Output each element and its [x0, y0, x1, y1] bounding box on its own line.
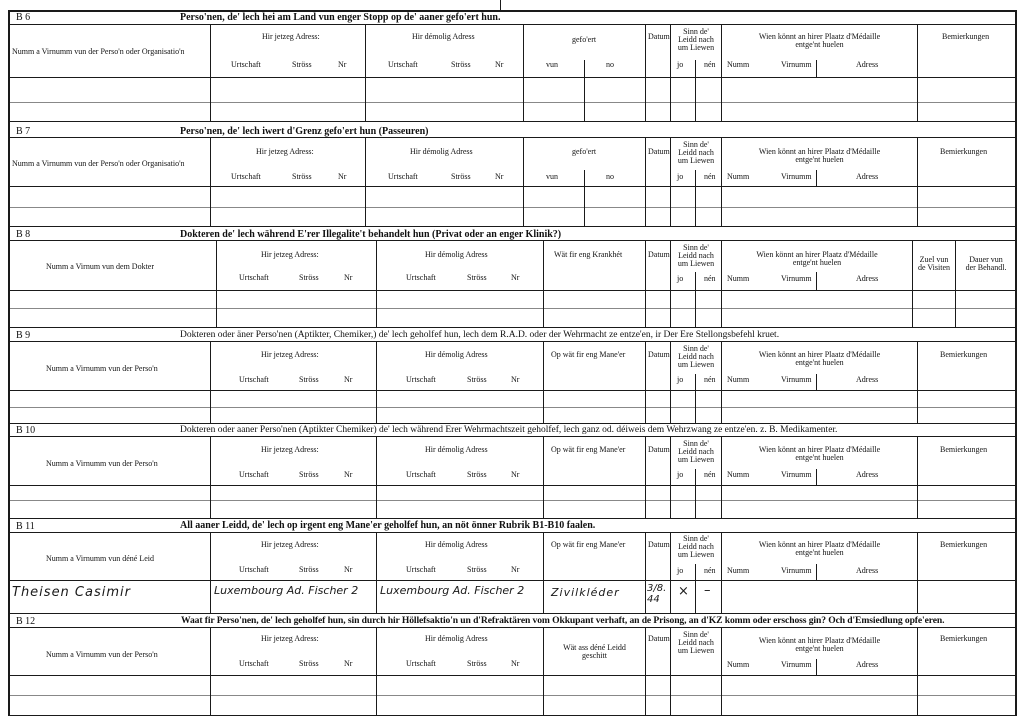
medal-header: Wien könnt an hirer Plaatz d'Médaille entge'nt huelen — [758, 350, 881, 367]
firstname-header: Virnumm — [781, 470, 812, 479]
section-title: Waat fir Perso'nen, de' lech geholfef hun, sin durch hir Höllefsaktio'n un d'Refraktären vom Okkupant verhaft, an de Prisong, an d'KZ komm oder erschoss gin? Och d'Emsiedlung opfe'eren. — [181, 615, 945, 626]
firstname-header: Virnumm — [781, 60, 812, 69]
to-header: no — [606, 60, 614, 69]
former-address-header: Hir démolig Adress — [425, 350, 488, 359]
number-header: Nr — [495, 60, 504, 69]
number-header: Nr — [511, 470, 520, 479]
remarks-header: Bemierkungen — [940, 634, 988, 643]
section-title: Dokteren oder äner Perso'nen (Aptikter, Chemiker,) de' lech geholfef hun, lech dem R.A.D. oder der Wehrmacht ze entze'en, ir Der Ere Stellongsbefehl kruet. — [180, 330, 780, 340]
current-address-header: Hir jetzeg Adress: — [261, 350, 319, 359]
surname-header: Numm — [727, 566, 750, 575]
alive-header: Sinn de' Leidd nach um Liewen — [677, 140, 715, 165]
section-title: Dokteren de' lech während E'rer Illegalite't behandelt hun (Privat oder an enger Klinik?) — [180, 229, 562, 240]
town-header: Urtschaft — [388, 60, 418, 69]
name-column-header: Numm a Virnumm vun der Perso'n — [46, 364, 158, 373]
surname-header: Numm — [727, 60, 750, 69]
alive-header: Sinn de' Leidd nach um Liewen — [677, 27, 715, 52]
transported-header: gefo'ert — [572, 35, 597, 44]
b12-vline — [917, 627, 918, 715]
entry-name: Theisen Casimir — [12, 585, 131, 600]
date-header: Datum — [648, 540, 670, 549]
date-header: Datum — [648, 350, 670, 359]
number-header: Nr — [511, 273, 520, 282]
b12-title-rule — [8, 627, 1016, 628]
b9-vline — [695, 374, 696, 423]
medal-header: Wien könnt an hirer Plaatz d'Médaille entge'nt huelen — [758, 32, 881, 49]
street-header: Ströss — [299, 470, 319, 479]
current-address-header: Hir jetzeg Adress: — [261, 540, 319, 549]
from-header: vun — [546, 172, 558, 181]
name-column-header: Numm a Virnumm vun déné Leid — [46, 554, 155, 563]
street-header: Ströss — [299, 565, 319, 574]
number-header: Nr — [344, 273, 353, 282]
b8-title-rule — [8, 240, 1016, 241]
entry-no-mark: – — [704, 583, 711, 598]
b11-title-rule — [8, 532, 1016, 533]
entry-current-address: Luxembourg Ad. Fischer 2 — [214, 584, 359, 597]
address-header: Adress — [856, 60, 879, 69]
no-header: nén — [704, 566, 716, 575]
b12-vline — [376, 627, 377, 715]
b7-vline — [816, 170, 817, 186]
to-header: no — [606, 172, 614, 181]
section-id: B 10 — [16, 425, 36, 436]
manner-header: Op wät fir eng Mane'er — [551, 540, 626, 549]
b6-top-border — [8, 10, 1016, 12]
name-column-header: Numm a Virnumm vun der Perso'n — [46, 650, 158, 659]
street-header: Ströss — [451, 172, 471, 181]
town-header: Urtschaft — [388, 172, 418, 181]
surname-header: Numm — [727, 172, 750, 181]
town-header: Urtschaft — [239, 375, 269, 384]
yes-header: jo — [677, 274, 684, 283]
alive-header: Sinn de' Leidd nach um Liewen — [677, 630, 715, 655]
b6-bottom — [8, 121, 1016, 122]
b11-vline — [695, 564, 696, 613]
medal-header: Wien könnt an hirer Plaatz d'Médaille entge'nt huelen — [758, 445, 881, 462]
town-header: Urtschaft — [406, 565, 436, 574]
b7-vline — [210, 137, 211, 226]
b7-vline — [523, 137, 524, 226]
town-header: Urtschaft — [239, 470, 269, 479]
former-address-header: Hir démolig Adress — [412, 32, 475, 41]
firstname-header: Virnumm — [781, 660, 812, 669]
b6-header-rule — [8, 77, 1016, 78]
town-header: Urtschaft — [406, 659, 436, 668]
what-happened-header: Wät ass déné Leidd geschitt — [563, 643, 626, 660]
b11-vline — [645, 532, 646, 613]
b7-vline — [584, 170, 585, 226]
b9-header-rule — [8, 390, 1016, 391]
b9-bottom — [8, 423, 1016, 424]
current-address-header: Hir jetzeg Adress: — [261, 445, 319, 454]
date-header: Datum — [648, 445, 670, 454]
number-header: Nr — [344, 659, 353, 668]
manner-header: Op wät fir eng Mane'er — [551, 445, 626, 454]
address-header: Adress — [856, 660, 879, 669]
b6-vline — [917, 24, 918, 121]
town-header: Urtschaft — [406, 273, 436, 282]
b7-header-rule — [8, 186, 1016, 187]
town-header: Urtschaft — [239, 659, 269, 668]
current-address-header: Hir jetzeg Adress: — [261, 634, 319, 643]
b10-vline — [695, 469, 696, 518]
remarks-header: Bemierkungen — [940, 350, 988, 359]
alive-header: Sinn de' Leidd nach um Liewen — [677, 439, 715, 464]
remarks-header: Bemierkungen — [940, 147, 988, 156]
surname-header: Numm — [727, 470, 750, 479]
former-address-header: Hir démolig Adress — [425, 634, 488, 643]
b8-vline — [376, 240, 377, 327]
b8-vline — [955, 240, 956, 327]
b6-vline — [645, 24, 646, 121]
b11-vline — [376, 532, 377, 613]
street-header: Ströss — [451, 60, 471, 69]
street-header: Ströss — [299, 659, 319, 668]
town-header: Urtschaft — [239, 565, 269, 574]
section-id: B 12 — [16, 616, 36, 627]
section-id: B 6 — [16, 12, 31, 23]
date-header: Datum — [648, 250, 670, 259]
b8-vline — [816, 272, 817, 290]
remarks-header: Bemierkungen — [940, 445, 988, 454]
section-title: Perso'nen, de' lech iwert d'Grenz gefo'ert hun (Passeuren) — [180, 126, 429, 137]
number-header: Nr — [511, 565, 520, 574]
address-header: Adress — [856, 274, 879, 283]
b9-row-line — [8, 407, 1016, 408]
b8-vline — [695, 272, 696, 327]
medal-header: Wien könnt an hirer Plaatz d'Médaille entge'nt huelen — [756, 250, 878, 267]
former-address-header: Hir démolig Adress — [425, 250, 488, 259]
street-header: Ströss — [299, 375, 319, 384]
name-column-header: Numm a Virnum vun dem Dokter — [46, 262, 155, 271]
b12-header-rule — [8, 675, 1016, 676]
b6-vline — [584, 60, 585, 121]
street-header: Ströss — [292, 60, 312, 69]
firstname-header: Virnumm — [781, 274, 812, 283]
b6-vline — [816, 60, 817, 77]
date-header: Datum — [648, 147, 670, 156]
section-title: Dokteren oder aaner Perso'nen (Aptikter Chemiker) de' lech während Erer Wehrmachtszeit geholfef, lech ganz od. déiweis dem Wehrzwang ze entze'en. z. B. Medikamenter. — [180, 425, 838, 435]
town-header: Urtschaft — [239, 273, 269, 282]
surname-header: Numm — [727, 375, 750, 384]
name-column-header: Numm a Virnumm vun der Perso'n — [46, 459, 158, 468]
number-header: Nr — [511, 375, 520, 384]
b8-vline — [645, 240, 646, 327]
b10-row-line — [8, 500, 1016, 501]
b10-bottom — [8, 518, 1016, 519]
address-header: Adress — [856, 172, 879, 181]
b6-vline — [365, 24, 366, 121]
number-header: Nr — [338, 172, 347, 181]
yes-header: jo — [677, 375, 684, 384]
yes-header: jo — [677, 470, 684, 479]
firstname-header: Virnumm — [781, 172, 812, 181]
frame-left — [8, 10, 10, 716]
b6-vline — [523, 24, 524, 121]
no-header: nén — [704, 60, 716, 69]
b6-vline — [210, 24, 211, 121]
b7-vline — [917, 137, 918, 226]
street-header: Ströss — [467, 375, 487, 384]
transported-header: gefo'ert — [572, 147, 597, 156]
b10-vline — [376, 436, 377, 518]
firstname-header: Virnumm — [781, 375, 812, 384]
medal-header: Wien könnt an hirer Plaatz d'Médaille entge'nt huelen — [758, 636, 881, 653]
address-header: Adress — [856, 566, 879, 575]
b10-vline — [210, 436, 211, 518]
current-address-header: Hir jetzeg Adress: — [262, 32, 320, 41]
b8-bottom — [8, 327, 1016, 328]
b9-vline — [917, 341, 918, 423]
surname-header: Numm — [727, 274, 750, 283]
number-header: Nr — [344, 375, 353, 384]
b12-vline — [816, 659, 817, 675]
b12-vline — [543, 627, 544, 715]
b7-bottom — [8, 226, 1016, 227]
number-header: Nr — [495, 172, 504, 181]
address-header: Adress — [856, 375, 879, 384]
entry-former-address: Luxembourg Ad. Fischer 2 — [380, 584, 525, 597]
street-header: Ströss — [292, 172, 312, 181]
yes-header: jo — [677, 566, 684, 575]
b8-vline — [216, 240, 217, 327]
date-header: Datum — [648, 634, 670, 643]
b8-header-rule — [8, 290, 1016, 291]
b11-header-rule — [8, 580, 1016, 581]
no-header: nén — [704, 274, 716, 283]
entry-yes-mark: × — [678, 584, 689, 599]
b10-vline — [816, 469, 817, 485]
section-id: B 11 — [16, 521, 35, 532]
b9-title-rule — [8, 341, 1016, 342]
section-id: B 9 — [16, 330, 31, 341]
number-header: Nr — [344, 470, 353, 479]
town-header: Urtschaft — [231, 172, 261, 181]
entry-date: 3/8. 44 — [647, 583, 667, 605]
town-header: Urtschaft — [231, 60, 261, 69]
number-header: Nr — [338, 60, 347, 69]
name-column-header: Numm a Virnumm vun der Perso'n oder Organisatio'n — [12, 47, 185, 56]
name-column-header: Numm a Virnumm vun der Perso'n oder Organisatio'n — [12, 159, 185, 168]
b9-vline — [816, 374, 817, 390]
b10-vline — [917, 436, 918, 518]
remarks-header: Bemierkungen — [940, 540, 988, 549]
b11-bottom — [8, 613, 1016, 614]
b6-vline — [695, 60, 696, 121]
medal-header: Wien könnt an hirer Plaatz d'Médaille entge'nt huelen — [758, 540, 881, 557]
b8-vline — [543, 240, 544, 327]
street-header: Ströss — [299, 273, 319, 282]
b12-vline — [210, 627, 211, 715]
current-address-header: Hir jetzeg Adress: — [256, 147, 314, 156]
top-tick — [500, 0, 501, 10]
date-header: Datum — [648, 32, 670, 41]
former-address-header: Hir démolig Adress — [425, 540, 488, 549]
town-header: Urtschaft — [406, 375, 436, 384]
alive-header: Sinn de' Leidd nach um Liewen — [677, 243, 715, 268]
b11-vline — [917, 532, 918, 613]
yes-header: jo — [677, 60, 684, 69]
b7-vline — [365, 137, 366, 226]
number-header: Nr — [344, 565, 353, 574]
medal-header: Wien könnt an hirer Plaatz d'Médaille entge'nt huelen — [758, 147, 881, 164]
section-id: B 7 — [16, 126, 31, 137]
b9-vline — [376, 341, 377, 423]
duration-header: Dauer vun der Behandl. — [965, 255, 1007, 272]
surname-header: Numm — [727, 660, 750, 669]
frame-right — [1015, 10, 1017, 716]
yes-header: jo — [677, 172, 684, 181]
b10-vline — [645, 436, 646, 518]
section-title: Perso'nen, de' lech hei am Land vun enger Stopp op de' aaner gefo'ert hun. — [180, 12, 501, 23]
b10-title-rule — [8, 436, 1016, 437]
b7-vline — [695, 170, 696, 226]
b9-vline — [210, 341, 211, 423]
former-address-header: Hir démolig Adress — [410, 147, 473, 156]
b7-title-rule — [8, 137, 1016, 138]
b9-vline — [543, 341, 544, 423]
manner-header: Op wät fir eng Mane'er — [551, 350, 626, 359]
b6-title-rule — [8, 24, 1016, 25]
street-header: Ströss — [467, 470, 487, 479]
b10-vline — [543, 436, 544, 518]
from-header: vun — [546, 60, 558, 69]
b11-vline — [543, 532, 544, 613]
address-header: Adress — [856, 470, 879, 479]
visits-header: Zuel vun de Visiten — [917, 255, 951, 272]
street-header: Ströss — [467, 659, 487, 668]
former-address-header: Hir démolig Adress — [425, 445, 488, 454]
no-header: nén — [704, 470, 716, 479]
b10-header-rule — [8, 485, 1016, 486]
entry-manner: Zivilkléder — [551, 586, 620, 599]
section-id: B 8 — [16, 229, 31, 240]
b8-vline — [912, 240, 913, 327]
number-header: Nr — [511, 659, 520, 668]
b7-row-line — [8, 207, 1016, 208]
b6-row-line — [8, 102, 1016, 103]
town-header: Urtschaft — [406, 470, 436, 479]
b7-vline — [645, 137, 646, 226]
b11-vline — [816, 564, 817, 580]
b9-vline — [645, 341, 646, 423]
street-header: Ströss — [467, 565, 487, 574]
section-title: All aaner Leidd, de' lech op irgent eng Mane'er geholfef hun, an nöt önner Rubrik B1-B10 faalen. — [180, 520, 596, 531]
b12-vline — [645, 627, 646, 715]
current-address-header: Hir jetzeg Adress: — [261, 250, 319, 259]
street-header: Ströss — [467, 273, 487, 282]
alive-header: Sinn de' Leidd nach um Liewen — [677, 344, 715, 369]
no-header: nén — [704, 375, 716, 384]
illness-header: Wät fir eng Krankhét — [554, 250, 623, 259]
b12-bottom — [8, 715, 1016, 716]
firstname-header: Virnumm — [781, 566, 812, 575]
b8-row-line — [8, 308, 1016, 309]
no-header: nén — [704, 172, 716, 181]
alive-header: Sinn de' Leidd nach um Liewen — [677, 534, 715, 559]
b11-vline — [210, 532, 211, 613]
remarks-header: Bemierkungen — [942, 32, 990, 41]
b12-row-line — [8, 695, 1016, 696]
